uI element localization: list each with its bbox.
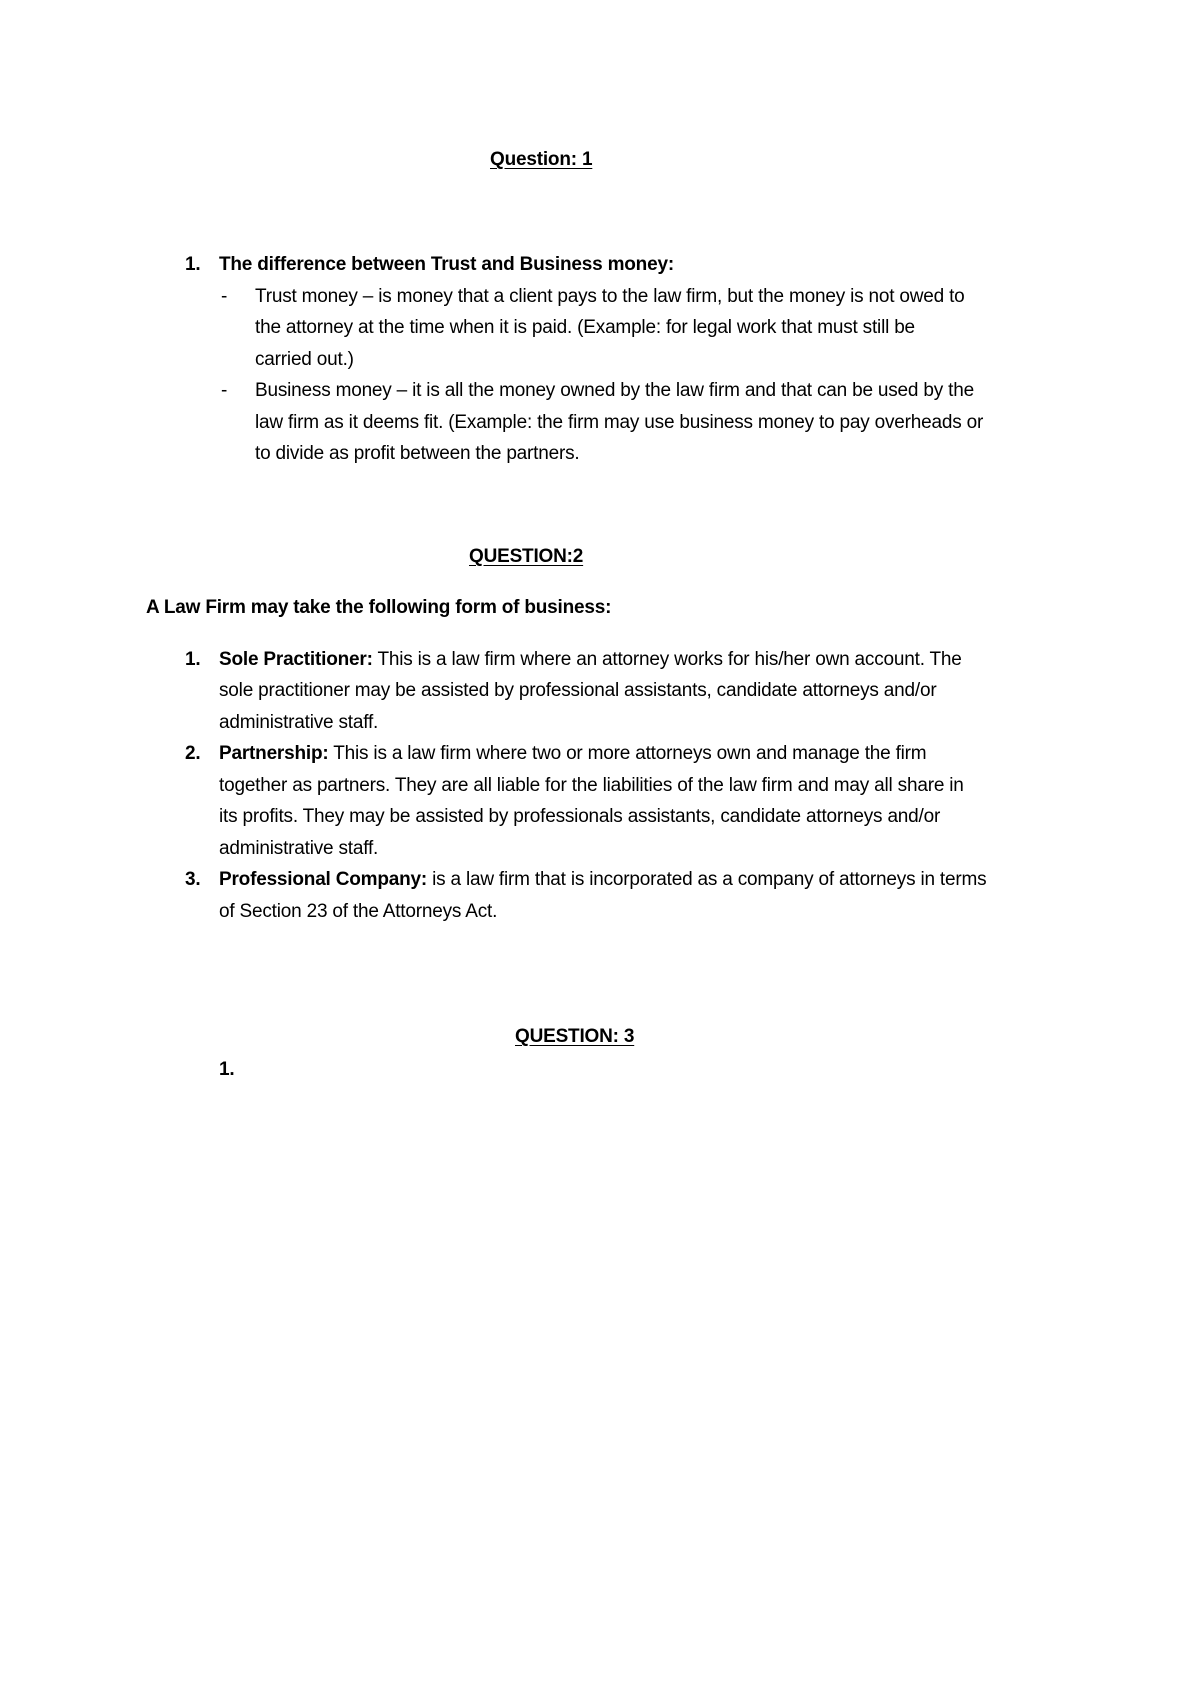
q1-item-1-title: The difference between Trust and Business money: [219, 254, 674, 275]
q1-item-1-number: 1. [185, 254, 201, 275]
q1-bullet-2-line-1: Business money – it is all the money owned by the law firm and that can be used by the [255, 380, 974, 401]
q2-item-3-term: Professional Company: [219, 869, 428, 890]
q1-bullet-1-line-1: Trust money – is money that a client pays to the law firm, but the money is not owed to [255, 286, 965, 307]
q2-item-2-number: 2. [185, 743, 201, 764]
q2-item-2-line-3: its profits. They may be assisted by professionals assistants, candidate attorneys and/or [219, 806, 941, 827]
q2-intro: A Law Firm may take the following form of business: [146, 597, 612, 618]
q2-item-2-first-line [219, 743, 926, 765]
q3-item-1-number: 1. [219, 1059, 235, 1080]
q1-bullet-1-line-3: carried out.) [255, 349, 354, 370]
q2-item-2-line-2: together as partners. They are all liable for the liabilities of the law firm and may all share in [219, 775, 964, 796]
q2-item-3-number: 3. [185, 869, 201, 890]
q2-item-1-number: 1. [185, 649, 201, 670]
q2-item-1-first-line [219, 649, 962, 671]
q2-item-2-line-4: administrative staff. [219, 838, 379, 859]
q2-item-2-first-rest: This is a law firm where two or more attorneys own and manage the firm [328, 743, 927, 764]
q2-item-3-first-rest: is a law firm that is incorporated as a company of attorneys in terms [427, 869, 987, 890]
q1-bullet-1-marker: - [221, 286, 228, 307]
q2-item-3-first-line [219, 869, 986, 891]
q1-bullet-2-marker: - [221, 380, 228, 401]
q2-item-1-line-2: sole practitioner may be assisted by professional assistants, candidate attorneys and/or [219, 680, 937, 701]
q2-item-1-first-rest: This is a law firm where an attorney works for his/her own account. The [372, 649, 962, 670]
q2-item-2-term: Partnership: [219, 743, 329, 764]
q2-item-1-term: Sole Practitioner: [219, 649, 373, 670]
q1-bullet-2-line-2: law firm as it deems fit. (Example: the firm may use business money to pay overheads or [255, 412, 984, 433]
question-2-heading: QUESTION:2 [469, 546, 584, 567]
q2-item-3-line-2: of Section 23 of the Attorneys Act. [219, 901, 498, 922]
question-1-heading: Question: 1 [490, 149, 593, 170]
q1-bullet-1-line-2: the attorney at the time when it is paid. (Example: for legal work that must still be [255, 317, 915, 338]
question-3-heading: QUESTION: 3 [515, 1026, 635, 1047]
q1-bullet-2-line-3: to divide as profit between the partners. [255, 443, 580, 464]
q2-item-1-line-3: administrative staff. [219, 712, 379, 733]
